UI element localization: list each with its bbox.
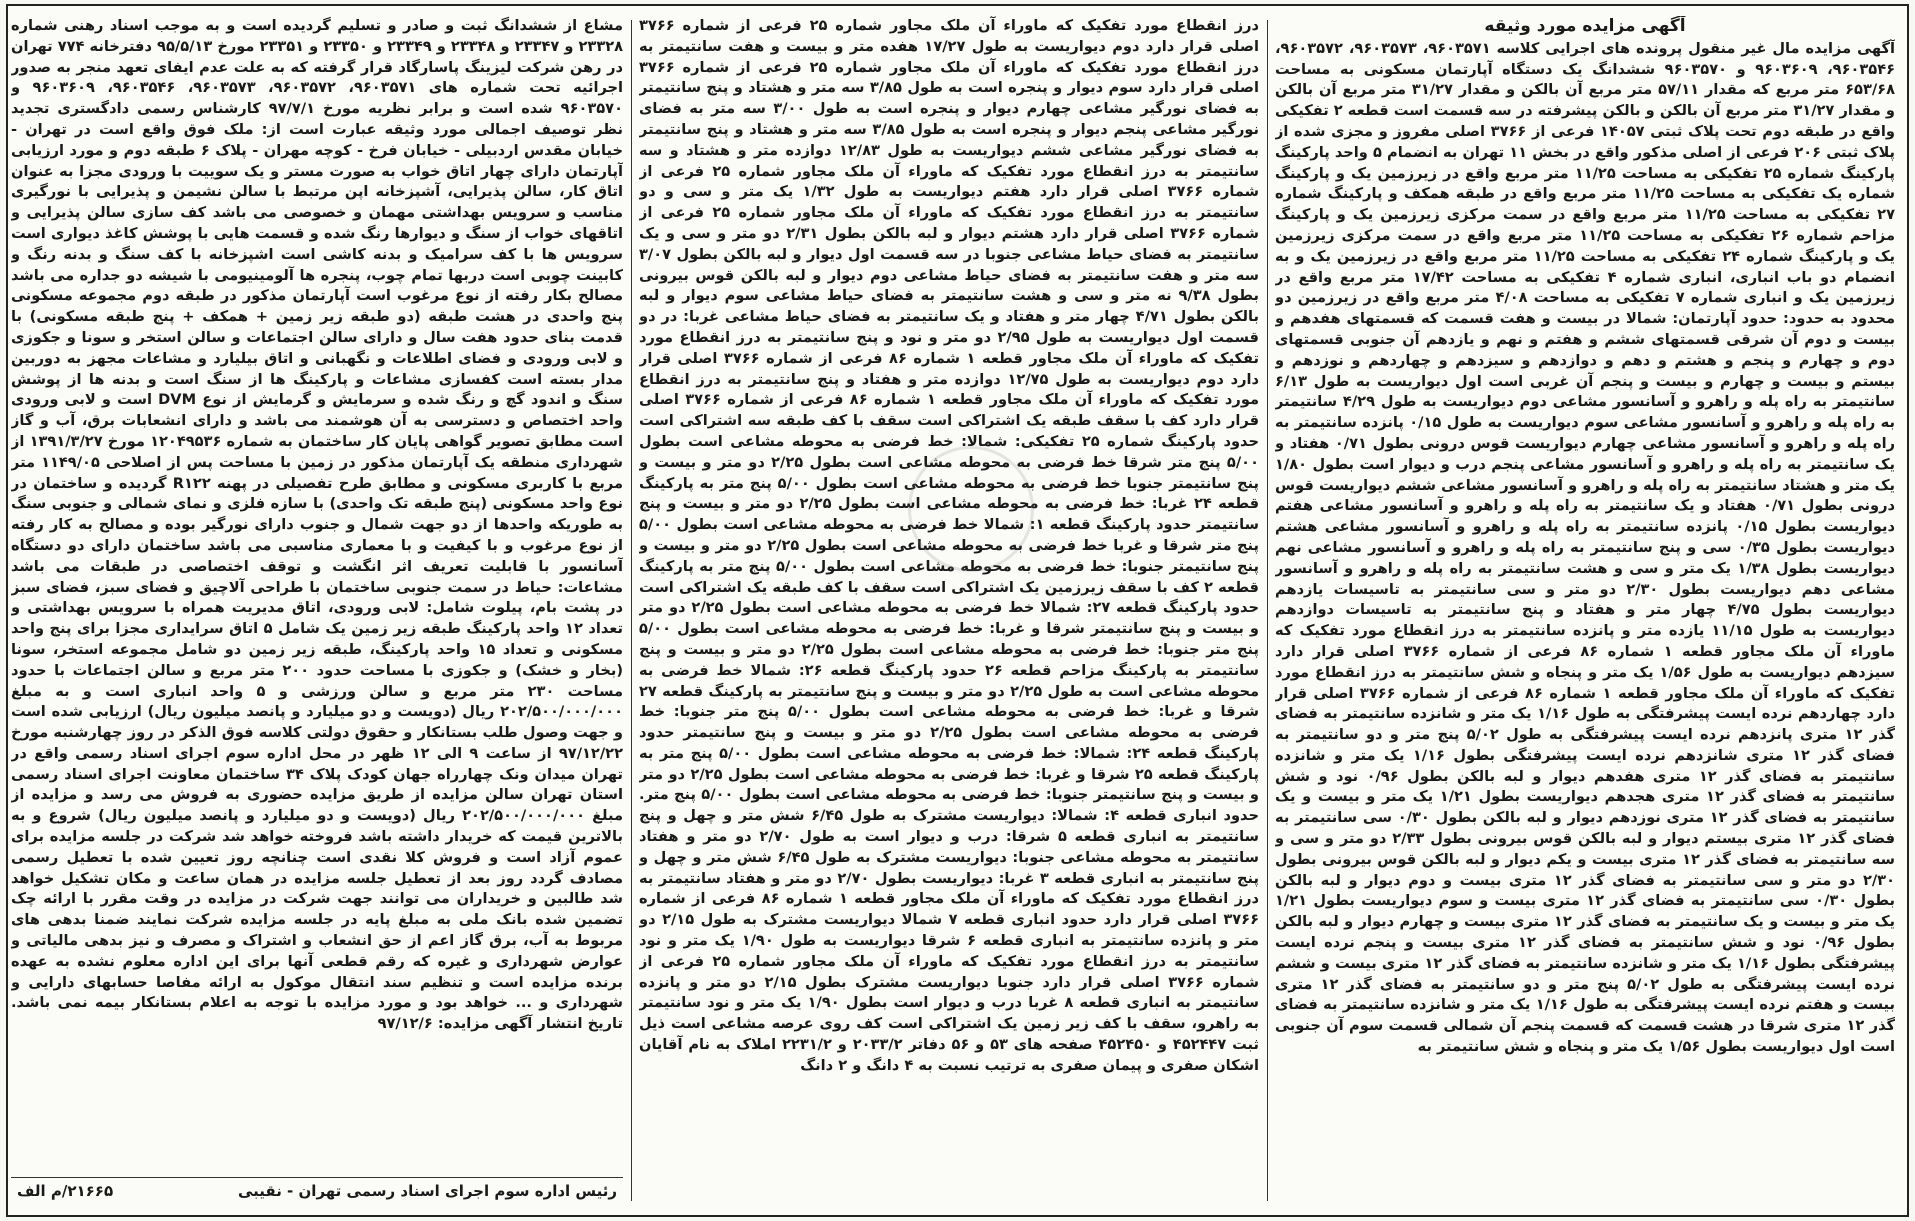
notice-column-3 [11,16,623,1205]
notice-body-text: مشاع از ششدانگ ثبت و صادر و تسلیم گردیده است و به موجب اسناد رهنی شماره ۲۳۳۲۸ و ۲۳۳۴۷ و ۲۳۳۴۸ و ۲۳۳۴۹ و ۲۳۳۵۰ و ۲۳۳۵۱ مورخ ۹۵/۵/۱۳ دفترخانه ۷۷۴ تهران در رهن شرکت لیزینگ پاسارگاد قرار گرفته که به علت عدم ایفای تعهد منجر به صدور اجرائیه تحت شماره های ۹۶۰۳۵۷۱، ۹۶۰۳۵۷۲، ۹۶۰۳۵۷۳، ۹۶۰۳۵۴۶، ۹۶۰۳۶۰۹ و ۹۶۰۳۵۷۰ شده است و برابر نظریه مورخ ۹۷/۷/۱ کارشناس رسمی دادگستری تجدید نظر توصیف اجمالی مورد وثیقه عبارت است از: ملک فوق واقع است در تهران - خیابان مقدس اردبیلی - خیابان فرخ - کوچه مهران - پلاک ۶ طبقه دوم و مورد ارزیابی آپارتمان دارای چهار اتاق خواب به صورت مستر و یک سوییت با ورودی مجزا به عنوان اتاق کار، سالن پذیرایی، آشپزخانه اپن مرتبط با سالن نشیمن و پذیرایی با نورگیری مناسب و سرویس بهداشتی مهمان و خصوصی می باشد کف سازی سالن پذیرایی و اتاقهای خواب از سنگ و دیوارها رنگ شده و قسمت هایی با پوشش کاغذ دیواری است سرویس ها با کف سرامیک و بدنه کاشی است اشپزخانه با کف سنگ و بدنه رنگ و کابینت چوبی است دربها تمام چوب، پنجره ها آلومینیومی با شیشه دو جداره می باشد مصالح بکار رفته از نوع مرغوب است آپارتمان مذکور در طبقه دوم مجموعه مسکونی پنج واحدی در هشت طبقه (دو طبقه زیر زمین + همکف + پنج طبقه مسکونی) با قدمت بنای حدود هفت سال و دارای سالن اجتماعات و سالن استخر و سونا و جکوزی و لابی ورودی و فضای اطلاعات و نگهبانی و اتاق بیلیارد و مشاعات مجهز به دوربین مدار بسته است کفسازی مشاعات و پارکینگ ها از سنگ است و بدنه ها از پوشش سنگ و اندود گچ و رنگ شده و سرمایش و گرمایش از نوع DVM است و لابی ورودی واحد اختصاص و دسترسی به آن هوشمند می باشد و دارای انشعابات برق، آب و گاز است مطابق تصویر گواهی پایان کار ساختمان به شماره ۱۲۰۴۹۵۳۶ مورخ ۱۳۹۱/۳/۲۷ از شهرداری منطقه یک آپارتمان مذکور در زمین با مساحت پس از اصلاحی ۱۱۴۹/۰۵ متر مربع با کاربری مسکونی و مطابق طرح تفصیلی در پهنه R۱۲۲ گردیده و ساختمان در نوع واحد مسکونی (پنج طبقه تک واحدی) با سازه فلزی و نمای شمالی و جنوبی سنگ به طوریکه واحدها از دو جهت شمال و جنوب دارای نورگیر بوده و مصالح به کار رفته از نوع مرغوب و با کیفیت و با معماری مناسبی می باشد ساختمان دارای دو دستگاه آسانسور با قابلیت تعریف اثر انگشت و توقف اختصاصی در طبقات می باشد مشاعات: حیاط در سمت جنوبی ساختمان با طراحی آلاچیق و فضای سبز، فضای سبز در پشت بام، پیلوت شامل: لابی ورودی، اتاق مدیریت همراه با سرویس بهداشتی و تعداد ۱۲ واحد پارکینگ طبقه زیر زمین یک شامل ۵ اتاق سرایداری مجزا برای پنج واحد مسکونی و تعداد ۱۵ واحد پارکینگ، طبقه زیر زمین دو شامل مجموعه استخر، سونا (بخار و خشک) و جکوزی با مساحت حدود ۲۰۰ متر مربع و سالن اجتماعات با حدود مساحت ۲۳۰ متر مربع و سالن ورزشی و ۵ واحد انباری است و به مبلغ ۲۰۲/۵۰۰/۰۰۰/۰۰۰ ریال (دویست و دو میلیارد و پانصد میلیون ریال) ارزیابی شده است و جهت وصول طلب بستانکار و حقوق دولتی کلاسه فوق الذکر در روز چهارشنبه مورخ ۹۷/۱۲/۲۲ از ساعت ۹ الی ۱۲ ظهر در محل اداره سوم اجرای اسناد رسمی واقع در تهران میدان ونک چهارراه جهان کودک پلاک ۳۴ ساختمان معاونت اجرای اسناد رسمی استان تهران سالن مزایده از طریق مزایده حضوری به فروش می رسد و مزایده از مبلغ ۲۰۲/۵۰۰/۰۰۰/۰۰۰ ریال (دویست و دو میلیارد و پانصد میلیون ریال) شروع و به بالاترین قیمت که خریدار داشته باشد فروخته خواهد شد شرکت در جلسه مزایده برای عموم آزاد است و فروش کلا نقدی است چنانچه روز تعیین شده با تعطیل رسمی مصادف گردد روز بعد از تعطیل جلسه مزایده در همان ساعت و مکان تشکیل خواهد شد طالبین و خریداران می توانند جهت شرکت در مزایده در وقت مقرر با ارائه چک تضمین شده بانک ملی به مبلغ پایه در جلسه مزایده شرکت نمایند ضمنا بدهی های مربوط به آب، برق گاز اعم از حق انشعاب و اشتراک و مصرف و نیز بدهی مالیاتی و عوارض شهرداری و غیره که رقم قطعی آنها برای این اداره معلوم نشده به عهده برنده مزایده است و تنظیم سند انتقال موکول به ارائه مفاصا حسابهای دارایی و شهرداری و ... خواهد بود و مورد مزایده با توجه به اعلام بستانکار بیمه نمی باشد. تاریخ انتشار آگهی مزایده: ۹۷/۱۲/۶ [11,17,623,1033]
notice-column-1 [1275,16,1895,1205]
signer-title: رئیس اداره سوم اجرای اسناد رسمی تهران - نقیبی [237,1182,617,1201]
column-divider [1267,20,1268,1201]
auction-notice-frame [6,4,1909,1217]
notice-headline: آگهی مزایده مورد وثیقه [1484,16,1686,36]
notice-column-2 [639,16,1259,1205]
notice-body-text: آگهی مزایده مال غیر منقول پرونده های اجرایی کلاسه ۹۶۰۳۵۷۱، ۹۶۰۳۵۷۳، ۹۶۰۳۵۷۲، ۹۶۰۳۵۴۶، ۹۶۰۳۶۰۹ و ۹۶۰۳۵۷۰ ششدانگ یک دستگاه آپارتمان مسکونی به مساحت ۶۵۳/۶۸ متر مربع که مقدار ۵۷/۱۱ متر مربع آن بالکن و مقدار ۳۱/۲۷ متر مربع آن بالکن و مقدار ۳۱/۲۷ متر مربع آن بالکن و بالکن پیشرفته در سه قسمت است قطعه ۲ تفکیکی واقع در طبقه دوم تحت پلاک ثبتی ۱۴۰۵۷ فرعی از ۳۷۶۶ اصلی مفروز و مجزی شده از پلاک ثبتی ۲۰۶ فرعی از اصلی مذکور واقع در بخش ۱۱ تهران به انضمام ۵ واحد پارکینگ پارکینگ شماره ۲۵ تفکیکی به مساحت ۱۱/۲۵ متر مربع واقع در زیرزمین یک و پارکینگ شماره یک تفکیکی به مساحت ۱۱/۲۵ متر مربع واقع در طبقه همکف و پارکینگ شماره ۲۷ تفکیکی به مساحت ۱۱/۲۵ متر مربع واقع در سمت مرکزی زیرزمین یک و پارکینگ مزاحم شماره ۲۶ تفکیکی به مساحت ۱۱/۲۵ متر مربع واقع در سمت مرکزی زیرزمین یک و پارکینگ شماره ۲۴ تفکیکی به مساحت ۱۱/۲۵ متر مربع واقع در زیرزمین یک و به انضمام دو باب انباری، انباری شماره ۴ تفکیکی به مساحت ۱۷/۴۲ متر مربع واقع در زیرزمین یک و انباری شماره ۷ تفکیکی به مساحت ۴/۰۸ متر مربع واقع در زیرزمین دو محدود به حدود: حدود آپارتمان: شمالا در بیست و هفت قسمت که قسمتهای هفدهم و بیست و دوم آن شرقی قسمتهای ششم و هفتم و نهم و یازدهم آن جنوبی قسمتهای دوم و چهارم و پنجم و هشتم و دهم و دوازدهم و سیزدهم و چهاردهم و نوزدهم و بیستم و بیست و چهارم و بیست و پنجم آن غربی است اول دیواریست به طول ۶/۱۳ سانتیمتر به راه پله و راهرو و آسانسور مشاعی دوم دیواریست به طول ۴/۲۹ سانتیمتر به راه پله و راهرو و آسانسور مشاعی سوم دیواریست به طول ۰/۱۵ پانزده سانتیمتر به راه پله و راهرو و آسانسور مشاعی چهارم دیواریست قوس درونی بطول ۰/۷۱ هفتاد و یک سانتیمتر به راه پله و راهرو و آسانسور مشاعی پنجم درب و دیوار است بطول ۱/۸۰ یک متر و هشتاد سانتیمتر به راه پله و راهرو و آسانسور مشاعی ششم دیواریست قوس درونی بطول ۰/۷۱ هفتاد و یک سانتیمتر به راه پله و راهرو و آسانسور مشاعی هفتم دیواریست بطول ۰/۱۵ پانزده سانتیمتر به راه پله و راهرو و آسانسور مشاعی هشتم دیواریست بطول ۰/۳۵ سی و پنج سانتیمتر به راه پله و راهرو و آسانسور مشاعی نهم دیواریست بطول ۱/۳۸ یک متر و سی و هشت سانتیمتر به راه پله و راهرو و آسانسور مشاعی دهم دیواریست بطول ۲/۳۰ دو متر و سی سانتیمتر به تاسیسات یازدهم دیواریست بطول ۴/۷۵ چهار متر و هفتاد و پنج سانتیمتر به تاسیسات دوازدهم دیواریست به طول ۱۱/۱۵ یازده متر و پانزده سانتیمتر به درز انقطاع مورد تفکیک که ماوراء آن ملک مجاور قطعه ۱ شماره ۸۶ فرعی از شماره ۳۷۶۶ اصلی قرار دارد سیزدهم دیواریست به طول ۱/۵۶ یک متر و پنجاه و شش سانتیمتر به درز انقطاع مورد تفکیک که ماوراء آن ملک مجاور قطعه ۱ شماره ۸۶ فرعی از شماره ۳۷۶۶ اصلی قرار دارد چهاردهم نرده ایست پیشرفتگی به طول ۱/۱۶ یک متر و شانزده سانتیمتر به فضای گذر ۱۲ متری پانزدهم نرده ایست پیشرفتگی به طول ۵/۰۲ پنج متر و دو سانتیمتر به فضای گذر ۱۲ متری شانزدهم نرده ایست پیشرفتگی بطول ۱/۱۶ یک متر و شانزده سانتیمتر به فضای گذر ۱۲ متری هفدهم دیوار و لبه بالکن بطول ۰/۹۶ نود و شش سانتیمتر به فضای گذر ۱۲ متری هجدهم دیواریست بطول ۱/۲۱ یک متر و بیست و یک سانتیمتر به فضای گذر ۱۲ متری نوزدهم دیوار و لبه بالکن بطول ۰/۳۰ سی سانتیمتر به فضای گذر ۱۲ متری بیستم دیوار و لبه بالکن قوس بیرونی بطول ۲/۳۳ دو متر و سی و سه سانتیمتر به فضای گذر ۱۲ متری بیست و یکم دیوار و لبه بالکن قوس بیرونی بطول ۲/۳۰ دو متر و سی سانتیمتر به فضای گذر ۱۲ متری بیست و دوم دیوار و لبه بالکن بطول ۰/۳۰ سی سانتیمتر به فضای گذر ۱۲ متری بیست و سوم دیواریست بطول ۱/۲۱ یک متر و بیست و یک سانتیمتر به فضای گذر ۱۲ متری بیست و چهارم دیوار و لبه بالکن بطول ۰/۹۶ نود و شش سانتیمتر به فضای گذر ۱۲ متری بیست و پنجم نرده ایست پیشرفتگی بطول ۱/۱۶ یک متر و شانزده سانتیمتر به فضای گذر ۱۲ متری بیست و ششم نرده ایست پیشرفتگی به طول ۵/۰۲ پنج متر و دو سانتیمتر به فضای گذر ۱۲ متری بیست و هفتم نرده ایست پیشرفتگی به طول ۱/۱۶ یک متر و شانزده سانتیمتر به فضای گذر ۱۲ متری شرقا در هشت قسمت که قسمت پنجم آن شمالی قسمت سوم آن جنوبی است اول دیواریست بطول ۱/۵۶ یک متر و پنجاه و شش سانتیمتر به [1275,39,1895,1056]
column-divider [631,20,632,1201]
notice-body-wrap [11,16,623,1173]
ad-code: ۲۱۶۶۵/م الف [17,1182,114,1201]
notice-body-text: درز انقطاع مورد تفکیک که ماوراء آن ملک مجاور شماره ۲۵ فرعی از شماره ۳۷۶۶ اصلی قرار دارد دوم دیواریست به طول ۱۷/۲۷ هفده متر و بیست و هفت سانتیمتر به درز انقطاع مورد تفکیک که ماوراء آن ملک مجاور شماره ۲۵ فرعی از شماره ۳۷۶۶ اصلی قرار دارد سوم دیوار و پنجره است به طول ۳/۸۵ سه متر و هشتاد و پنج سانتیمتر به فضای نورگیر مشاعی چهارم دیوار و پنجره است به طول ۳/۰۰ سه متر به فضای نورگیر مشاعی پنجم دیوار و پنجره است به طول ۳/۸۵ سه متر و هشتاد و پنج سانتیمتر به فضای نورگیر مشاعی ششم دیواریست به طول ۱۲/۸۳ دوازده متر و هشتاد و سه سانتیمتر به درز انقطاع مورد تفکیک که ماوراء آن ملک مجاور شماره ۲۵ فرعی از شماره ۳۷۶۶ اصلی قرار دارد هفتم دیواریست به طول ۱/۳۲ یک متر و سی و دو سانتیمتر به درز انقطاع مورد تفکیک که ماوراء آن ملک مجاور شماره ۲۵ فرعی از شماره ۳۷۶۶ اصلی قرار دارد هشتم دیوار و لبه بالکن بطول ۲/۳۱ دو متر و سی و یک سانتیمتر به فضای حیاط مشاعی جنوبا در سه قسمت اول دیوار و لبه بالکن بطول ۳/۰۷ سه متر و هفت سانتیمتر به فضای حیاط مشاعی دوم دیوار و لبه بالکن قوس بیرونی بطول ۹/۳۸ نه متر و سی و هشت سانتیمتر به فضای حیاط مشاعی سوم دیوار و لبه بالکن بطول ۴/۷۱ چهار متر و هفتاد و یک سانتیمتر به فضای حیاط مشاعی غربا: در دو قسمت اول دیواریست به طول ۲/۹۵ دو متر و نود و پنج سانتیمتر به درز انقطاع مورد تفکیک که ماوراء آن ملک مجاور قطعه ۱ شماره ۸۶ فرعی از شماره ۳۷۶۶ اصلی قرار دارد دوم دیواریست به طول ۱۲/۷۵ دوازده متر و هفتاد و پنج سانتیمتر به درز انقطاع مورد تفکیک که ماوراء آن ملک مجاور قطعه ۱ شماره ۸۶ فرعی از شماره ۳۷۶۶ اصلی قرار دارد کف با سقف طبقه یک اشتراکی است سقف با کف طبقه سه اشتراکی است حدود پارکینگ شماره ۲۵ تفکیکی: شمالا: خط فرضی به محوطه مشاعی است بطول ۵/۰۰ پنج متر شرقا خط فرضی به محوطه مشاعی است بطول ۲/۲۵ دو متر و بیست و پنج سانتیمتر جنوبا خط فرضی به محوطه مشاعی است بطول ۵/۰۰ پنج متر به پارکینگ قطعه ۲۴ غربا: خط فرضی به محوطه مشاعی است بطول ۲/۲۵ دو متر و بیست و پنج سانتیمتر حدود پارکینگ قطعه ۱: شمالا خط فرضی به محوطه مشاعی است بطول ۵/۰۰ پنج متر شرقا و غربا خط فرضی به محوطه مشاعی است بطول ۲/۲۵ دو متر و بیست و پنج سانتیمتر جنوبا: خط فرضی به محوطه مشاعی است بطول ۵/۰۰ پنج متر به پارکینگ قطعه ۲ کف با سقف زیرزمین یک اشتراکی است سقف با کف طبقه یک اشتراکی است حدود پارکینگ قطعه ۲۷: شمالا خط فرضی به محوطه مشاعی است بطول ۲/۲۵ دو متر و بیست و پنج سانتیمتر شرقا و غربا: خط فرضی به محوطه مشاعی است بطول ۵/۰۰ پنج متر جنوبا: خط فرضی به محوطه مشاعی است بطول ۲/۲۵ دو متر و بیست و پنج سانتیمتر به پارکینگ مزاحم قطعه ۲۶ حدود پارکینگ قطعه ۲۶: شمالا خط فرضی به محوطه مشاعی است به طول ۲/۲۵ دو متر و بیست و پنج سانتیمتر به پارکینگ قطعه ۲۷ شرقا و غربا: خط فرضی به محوطه مشاعی است بطول ۵/۰۰ پنج متر جنوبا: خط فرضی به محوطه مشاعی است بطول ۲/۲۵ دو متر و بیست و پنج سانتیمتر حدود پارکینگ قطعه ۲۴: شمالا: خط فرضی به محوطه مشاعی است بطول ۵/۰۰ پنج متر به پارکینگ قطعه ۲۵ شرقا و غربا: خط فرضی به محوطه مشاعی است بطول ۲/۲۵ دو متر و بیست و پنج سانتیمتر جنوبا: خط فرضی به محوطه مشاعی است بطول ۵/۰۰ پنج متر. حدود انباری قطعه ۴: شمالا: دیواریست مشترک به طول ۶/۴۵ شش متر و چهل و پنج سانتیمتر به انباری قطعه ۵ شرقا: درب و دیوار است به طول ۲/۷۰ دو متر و هفتاد سانتیمتر به محوطه مشاعی جنوبا: دیواریست مشترک به طول ۶/۴۵ شش متر و چهل و پنج سانتیمتر به انباری قطعه ۳ غربا: دیواریست بطول ۲/۷۰ دو متر و هفتاد سانتیمتر به درز انقطاع مورد تفکیک که ماوراء آن ملک مجاور قطعه ۱ شماره ۸۶ فرعی از شماره ۳۷۶۶ اصلی قرار دارد حدود انباری قطعه ۷ شمالا دیواریست مشترک به طول ۲/۱۵ دو متر و پانزده سانتیمتر به انباری قطعه ۶ شرقا دیواریست به طول ۱/۹۰ یک متر و نود سانتیمتر به درز انقطاع مورد تفکیک که ماوراء آن ملک مجاور شماره ۲۵ فرعی از شماره ۳۷۶۶ اصلی قرار دارد جنوبا دیواریست مشترک بطول ۲/۱۵ دو متر و پانزده سانتیمتر به انباری قطعه ۸ غربا درب و دیوار است بطول ۱/۹۰ یک متر و نود سانتیمتر به راهرو، سقف با کف زیر زمین یک اشتراکی است کف روی عرصه مشاعی است ذیل ثبت ۴۵۲۴۴۷ و ۴۵۲۴۵۰ صفحه های ۵۳ و ۵۶ دفاتر ۲۰۳۳/۲ و ۲۲۳۱/۲ املاک به نام آقایان اشکان صفری و پیمان صفری به ترتیب نسبت به ۴ دانگ و ۲ دانگ [639,17,1259,1074]
notice-footer [11,1177,623,1205]
